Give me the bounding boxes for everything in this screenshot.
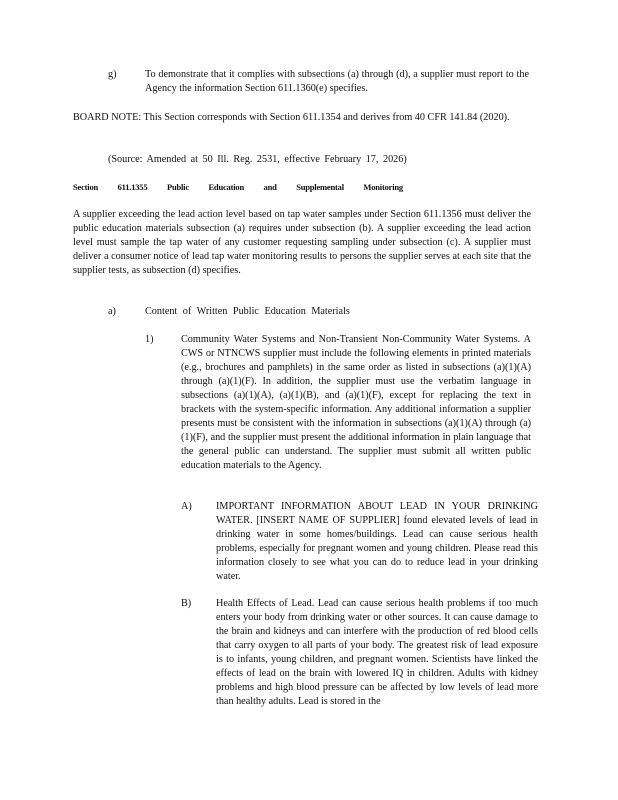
source-note: (Source: Amended at 50 Ill. Reg. 2531, effective February 17, 2026) xyxy=(108,154,407,165)
section-title-word-5: Monitoring xyxy=(363,182,403,192)
item-1-text: Community Water Systems and Non-Transient Non-Community Water Systems. A CWS or NTNCWS supplier must include the following elements in printed materials (e.g., brochures and pamphlets) in the same order as listed in subsections (a)(1)(A) through (a)(1)(F). In addition, the supplier must use the verbatim language in subsections (a)(1)(A), (a)(1)(B), and (a)(1)(F), except for replacing the text in brackets with the system-specific information. Any additional information a supplier presents must be consistent with the information in subsections (a)(1)(A) through (a)(1)(F), and the supplier must present the additional information in plain language that the general public can understand. The supplier must submit all written public education materials to the Agency. xyxy=(181,334,531,471)
item-g-label: g) xyxy=(108,69,117,80)
intro-paragraph: A supplier exceeding the lead action level based on tap water samples under Section 611.1356 must deliver the public education materials subsection (a) requires under subsection (b). A supplier exceeding the lead action level must sample the tap water of any customer requesting sampling under subsection (c). A supplier must deliver a consumer notice of lead tap water monitoring results to persons the supplier serves at each site that the supplier tests, as subsection (d) specifies. xyxy=(73,209,531,276)
section-title-word-2: Education xyxy=(208,182,244,192)
subsection-a-title: Content of Written Public Education Materials xyxy=(145,306,350,317)
item-g-text: To demonstrate that it complies with subsections (a) through (d), a supplier must report to the Agency the information Section 611.1360(e) specifies. xyxy=(145,69,529,94)
item-B-text: Health Effects of Lead. Lead can cause serious health problems if too much enters your body from drinking water or other sources. It can cause damage to the brain and kidneys and can interfere with the production of red blood cells that carry oxygen to all parts of your body. The greatest risk of lead exposure is to infants, young children, and pregnant women. Scientists have linked the effects of lead on the brain with lowered IQ in children. Adults with kidney problems and high blood pressure can be affected by low levels of lead more than healthy adults. Lead is stored in the xyxy=(216,598,538,707)
item-A-text: IMPORTANT INFORMATION ABOUT LEAD IN YOUR DRINKING WATER. [INSERT NAME OF SUPPLIER] found elevated levels of lead in drinking water in some homes/buildings. Lead can cause serious health problems, especially for pregnant women and young children. Please read this information closely to see what you can do to reduce lead in your drinking water. xyxy=(216,501,538,582)
section-title-word-4: Supplemental xyxy=(296,182,344,192)
subsection-a-label: a) xyxy=(108,306,116,317)
section-word: Section xyxy=(73,182,99,192)
section-heading xyxy=(73,180,403,194)
section-title-word-3: and xyxy=(263,182,277,192)
item-B-label: B) xyxy=(181,598,192,609)
item-A-label: A) xyxy=(181,501,192,512)
item-1-label: 1) xyxy=(145,334,154,345)
section-title-word-1: Public xyxy=(166,182,189,192)
board-note: BOARD NOTE: This Section corresponds with Section 611.1354 and derives from 40 CFR 141.84 (2020). xyxy=(73,112,510,123)
section-number: 611.1355 xyxy=(117,182,148,192)
